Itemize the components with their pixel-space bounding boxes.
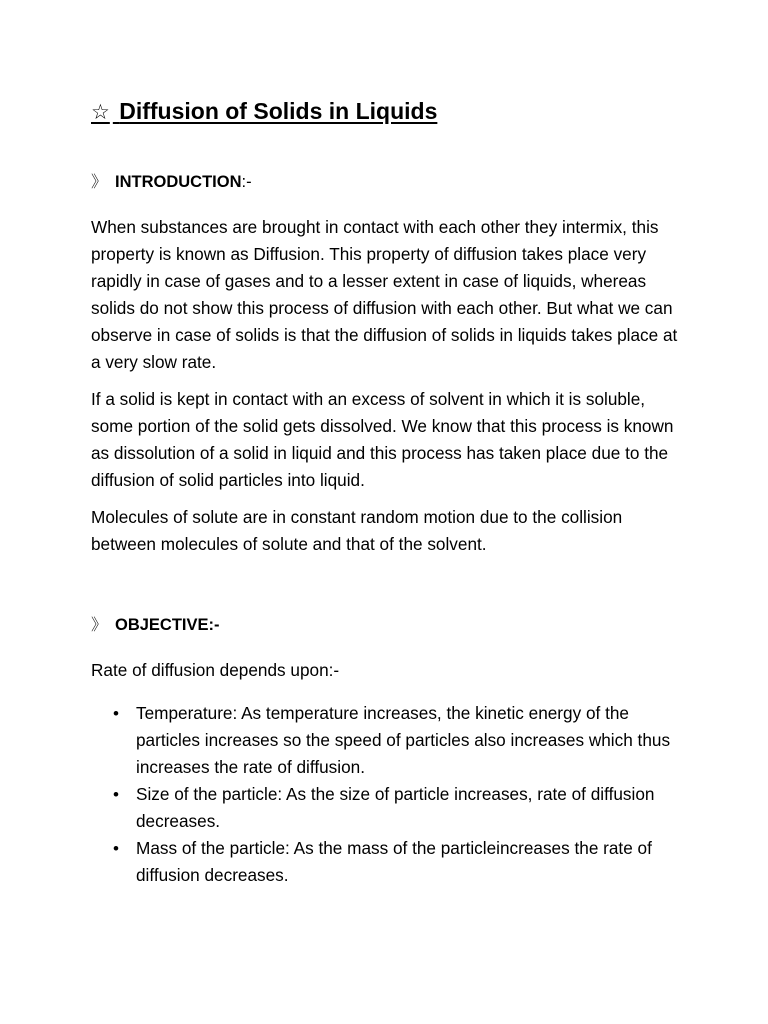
introduction-paragraph-3: Molecules of solute are in constant random motion due to the collision between molecules of solute and that of the solvent. [91,507,623,554]
bullet-icon: • [113,785,119,804]
introduction-heading-suffix: :- [241,173,252,191]
objective-heading [91,612,681,635]
objective-heading-label: OBJECTIVE [115,616,209,634]
page-title [91,98,681,125]
objective-lead-text: Rate of diffusion depends upon:- [91,660,340,680]
introduction-heading-label: INTRODUCTION [115,173,242,191]
double-chevron-icon: 》 [91,172,108,191]
page-title-text: Diffusion of Solids in Liquids [119,98,438,124]
list-item [91,781,681,835]
list-item-text: Temperature: As temperature increases, the kinetic energy of the particles increases so the speed of particles also increases which thus increases the rate of diffusion. [136,703,671,777]
introduction-heading [91,169,681,192]
introduction-paragraph-1: When substances are brought in contact with each other they intermix, this property is known as Diffusion. This property of diffusion takes place very rapidly in case of gases and to a lesser extent in case of liquids, whereas solids do not show this process of diffusion with each other. But what we can observe in case of solids is that the diffusion of solids in liquids takes place at a very slow rate. [91,217,678,372]
list-item-text: Size of the particle: As the size of particle increases, rate of diffusion decreases. [136,784,655,831]
bullet-icon: • [113,839,119,858]
star-icon: ☆ [91,100,110,124]
objective-heading-suffix: :- [208,616,220,634]
list-item-text: Mass of the particle: As the mass of the particleincreases the rate of diffusion decreases. [136,838,652,885]
bullet-icon: • [113,704,119,723]
list-item [91,700,681,781]
diffusion-factors-list [91,700,681,889]
introduction-paragraph-2: If a solid is kept in contact with an excess of solvent in which it is soluble, some portion of the solid gets dissolved. We know that this process is known as dissolution of a solid in liquid and this process has taken place due to the diffusion of solid particles into liquid. [91,389,674,490]
list-item [91,835,681,889]
document-content [91,98,681,889]
double-chevron-icon: 》 [91,615,108,634]
